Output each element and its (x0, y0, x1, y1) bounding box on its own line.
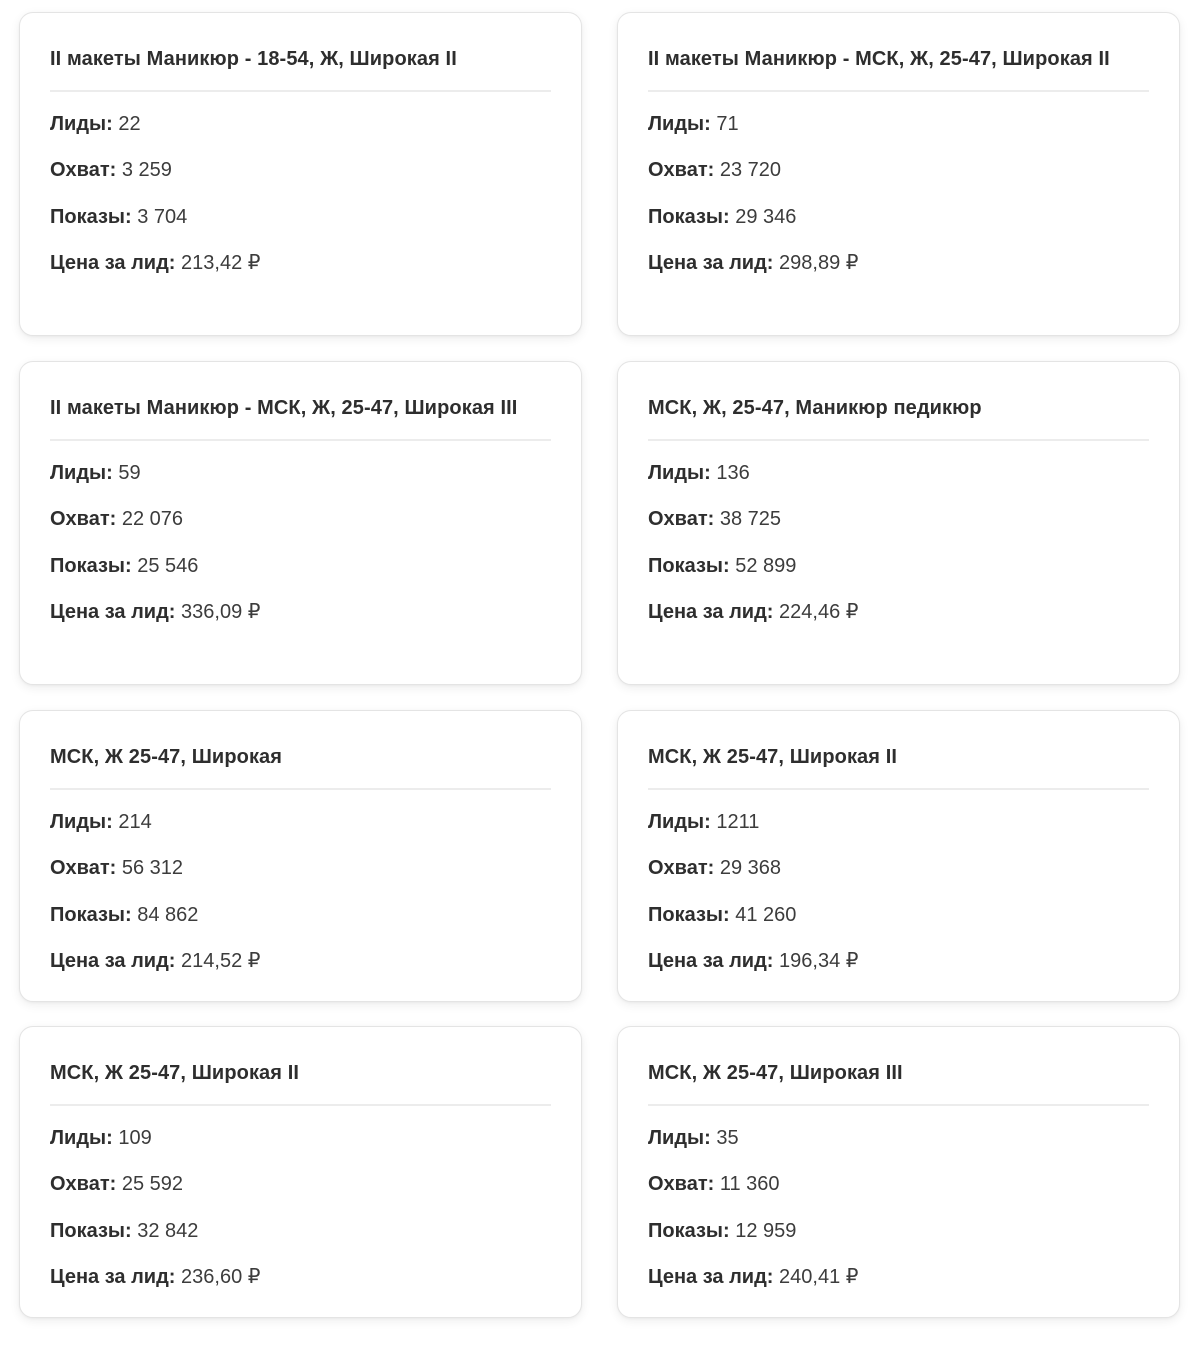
stat-value: 136 (716, 462, 750, 484)
stat-label: Охват: (50, 857, 117, 880)
card-title: МСК, Ж, 25-47, Маникюр педикюр (648, 393, 1149, 441)
stat-label: Охват: (648, 159, 715, 182)
stat-reach (648, 505, 1149, 551)
stat-cost-per-lead (648, 249, 1149, 295)
stat-label: Цена за лид: (50, 600, 176, 623)
card-title: II макеты Маникюр - 18-54, Ж, Широкая II (50, 44, 551, 92)
card-title: МСК, Ж 25-47, Широкая II (50, 1058, 551, 1106)
card-title: II макеты Маникюр - МСК, Ж, 25-47, Широкая III (50, 393, 551, 441)
stat-value: 25 592 (121, 1173, 184, 1196)
stat-label: Цена за лид: (648, 600, 774, 623)
stat-value: 41 260 (735, 903, 797, 926)
card-title: II макеты Маникюр - МСК, Ж, 25-47, Широкая II (648, 44, 1149, 92)
stat-label: Лиды: (648, 1127, 711, 1149)
stat-value: 298,89 ₽ (779, 251, 859, 274)
campaign-card (617, 710, 1180, 1002)
stat-label: Цена за лид: (648, 251, 774, 274)
stat-value: 3 704 (137, 205, 188, 228)
stat-value: 23 720 (719, 159, 782, 182)
stat-leads (648, 808, 1149, 854)
stat-label: Лиды: (648, 462, 711, 484)
stat-cost-per-lead (50, 1263, 551, 1309)
stat-reach (50, 1170, 551, 1216)
stat-label: Цена за лид: (50, 949, 176, 972)
stat-reach (648, 156, 1149, 202)
stat-label: Показы: (50, 205, 132, 228)
card-stats (648, 92, 1149, 295)
stat-value: 29 368 (719, 857, 782, 880)
stat-label: Показы: (648, 903, 730, 926)
stat-impressions (648, 901, 1149, 947)
stat-impressions (648, 1217, 1149, 1263)
stat-leads (648, 1124, 1149, 1170)
stat-value: 109 (118, 1127, 152, 1149)
card-stats (50, 790, 551, 993)
stat-cost-per-lead (50, 598, 551, 644)
campaign-card (617, 361, 1180, 685)
stat-value: 224,46 ₽ (779, 600, 859, 623)
stat-leads (50, 459, 551, 505)
stat-label: Охват: (50, 1173, 117, 1196)
stat-impressions (648, 203, 1149, 249)
stat-value: 35 (716, 1127, 739, 1149)
stat-value: 1211 (716, 811, 760, 833)
card-title: МСК, Ж 25-47, Широкая II (648, 742, 1149, 790)
stat-value: 56 312 (121, 857, 184, 880)
stat-value: 52 899 (735, 554, 797, 577)
card-stats (50, 1106, 551, 1309)
stat-label: Цена за лид: (50, 251, 176, 274)
stat-value: 196,34 ₽ (779, 949, 859, 972)
stat-value: 213,42 ₽ (181, 251, 261, 274)
stat-label: Лиды: (50, 462, 113, 484)
stat-label: Показы: (50, 1219, 132, 1242)
stat-impressions (50, 203, 551, 249)
stat-label: Лиды: (648, 811, 711, 833)
stat-value: 236,60 ₽ (181, 1265, 261, 1288)
stat-label: Лиды: (50, 1127, 113, 1149)
stat-reach (648, 854, 1149, 900)
stat-label: Показы: (648, 205, 730, 228)
stat-value: 240,41 ₽ (779, 1265, 859, 1288)
card-stats (648, 441, 1149, 644)
stat-label: Лиды: (50, 811, 113, 833)
stat-reach (50, 156, 551, 202)
stat-label: Охват: (648, 1173, 715, 1196)
card-stats (648, 1106, 1149, 1309)
card-title: МСК, Ж 25-47, Широкая III (648, 1058, 1149, 1106)
stat-label: Показы: (50, 554, 132, 577)
stat-value: 3 259 (121, 159, 172, 182)
stat-leads (50, 1124, 551, 1170)
stat-leads (50, 110, 551, 156)
stat-cost-per-lead (648, 947, 1149, 993)
stat-cost-per-lead (50, 947, 551, 993)
stat-value: 59 (118, 462, 141, 484)
stat-value: 11 360 (719, 1173, 780, 1196)
stat-cost-per-lead (648, 598, 1149, 644)
stat-label: Охват: (648, 857, 715, 880)
campaign-card (19, 12, 582, 336)
stat-label: Показы: (648, 554, 730, 577)
stat-label: Охват: (50, 159, 117, 182)
stat-value: 38 725 (719, 508, 782, 531)
stat-value: 22 076 (121, 508, 184, 531)
stat-value: 84 862 (137, 903, 199, 926)
card-stats (50, 92, 551, 295)
stat-reach (648, 1170, 1149, 1216)
campaign-card (19, 710, 582, 1002)
stat-label: Охват: (648, 508, 715, 531)
stat-value: 22 (118, 113, 141, 135)
stat-leads (50, 808, 551, 854)
stat-value: 12 959 (735, 1219, 797, 1242)
stat-value: 29 346 (735, 205, 797, 228)
stat-value: 336,09 ₽ (181, 600, 261, 623)
stat-label: Цена за лид: (648, 1265, 774, 1288)
stat-label: Охват: (50, 508, 117, 531)
stat-cost-per-lead (648, 1263, 1149, 1309)
stat-value: 71 (716, 113, 739, 135)
stat-impressions (50, 901, 551, 947)
campaign-card (617, 12, 1180, 336)
card-stats (50, 441, 551, 644)
stat-cost-per-lead (50, 249, 551, 295)
campaign-card (19, 361, 582, 685)
stat-label: Показы: (50, 903, 132, 926)
campaign-card (617, 1026, 1180, 1318)
stat-value: 214 (118, 811, 152, 833)
stat-impressions (50, 1217, 551, 1263)
stat-label: Лиды: (50, 113, 113, 135)
stat-label: Цена за лид: (648, 949, 774, 972)
stat-label: Лиды: (648, 113, 711, 135)
stat-leads (648, 459, 1149, 505)
stat-value: 32 842 (137, 1219, 199, 1242)
stat-impressions (648, 552, 1149, 598)
stat-value: 25 546 (137, 554, 199, 577)
stat-impressions (50, 552, 551, 598)
stat-label: Цена за лид: (50, 1265, 176, 1288)
campaign-card (19, 1026, 582, 1318)
card-stats (648, 790, 1149, 993)
card-title: МСК, Ж 25-47, Широкая (50, 742, 551, 790)
stat-reach (50, 505, 551, 551)
stat-label: Показы: (648, 1219, 730, 1242)
stat-leads (648, 110, 1149, 156)
stat-value: 214,52 ₽ (181, 949, 261, 972)
stat-reach (50, 854, 551, 900)
